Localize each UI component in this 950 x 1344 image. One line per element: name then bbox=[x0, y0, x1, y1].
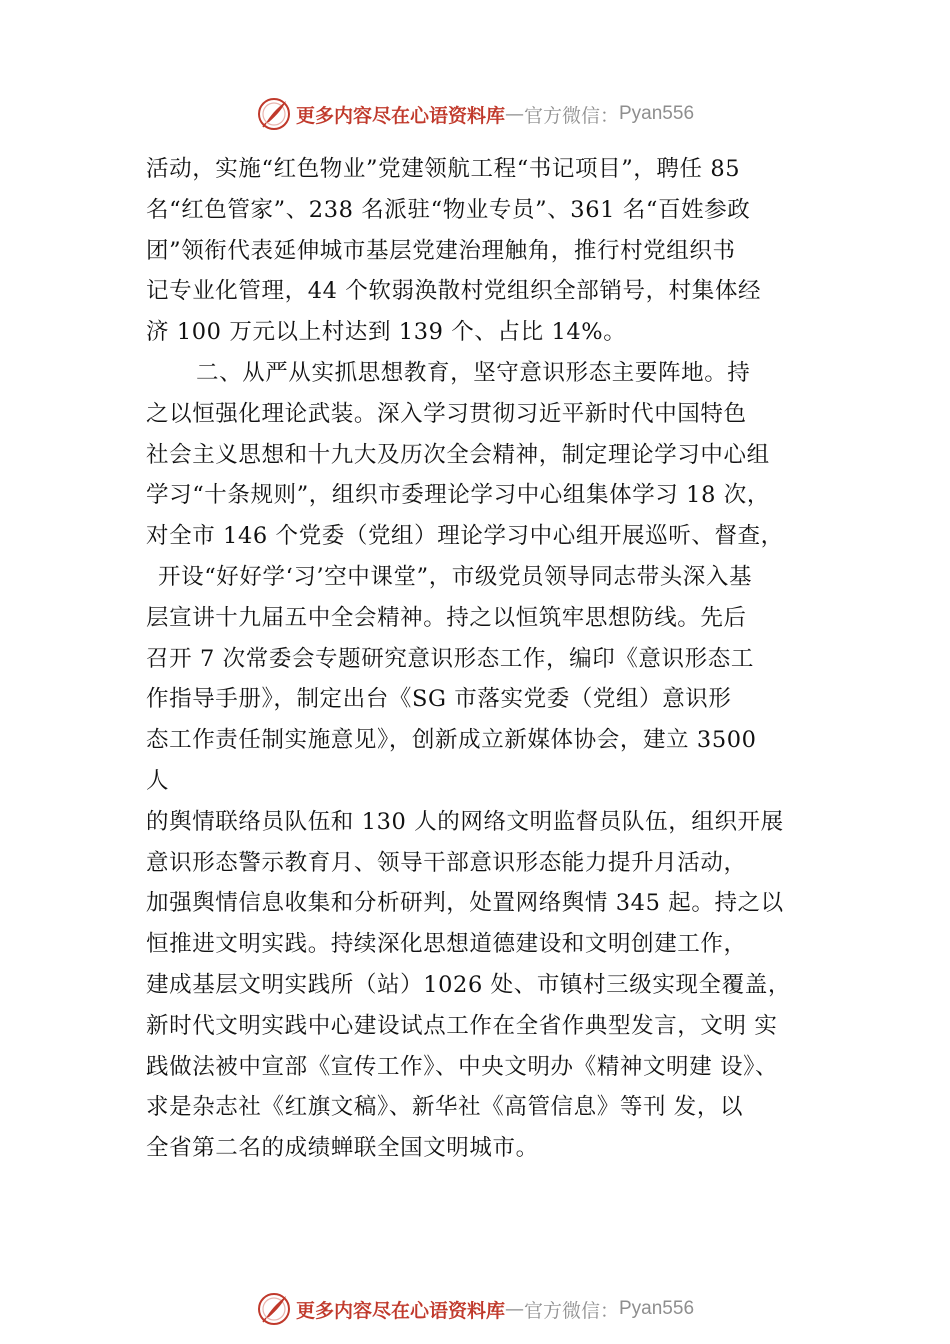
text-line: 对全市 146 个党委（党组）理论学习中心组开展巡听、督查， bbox=[146, 523, 784, 550]
text-line: 社会主义思想和十九大及历次全会精神，制定理论学习中心组 bbox=[146, 441, 770, 468]
text-line: 求是杂志社《红旗文稿》、新华社《高管信息》等刊 发，以 bbox=[146, 1094, 744, 1121]
text-line: 新时代文明实践中心建设试点工作在全省作典型发言，文明 实 bbox=[146, 1012, 778, 1039]
header-banner bbox=[0, 94, 950, 134]
text-line: 全省第二名的成绩蝉联全国文明城市。 bbox=[146, 1135, 539, 1162]
text-line: 记专业化管理，44 个软弱涣散村党组织全部销号，村集体经 bbox=[146, 278, 762, 305]
text-line: 践做法被中宣部《宣传工作》、中央文明办《精神文明建 设》、 bbox=[146, 1053, 779, 1080]
banner-library-text: 更多内容尽在心语资料库 bbox=[295, 104, 505, 127]
banner-separator: — bbox=[504, 103, 524, 125]
text-line: 济 100 万元以上村达到 139 个、占比 14%。 bbox=[146, 319, 627, 346]
text-line: 层宣讲十九届五中全会精神。持之以恒筑牢思想防线。先后 bbox=[146, 604, 747, 631]
document-body bbox=[146, 149, 846, 1169]
banner-wechat-label: 官方微信： bbox=[523, 1299, 619, 1322]
text-line: 加强舆情信息收集和分析研判，处置网络舆情 345 起。持之以 bbox=[146, 890, 784, 917]
text-line: 意识形态警示教育月、领导干部意识形态能力提升月活动， bbox=[146, 849, 747, 876]
text-line: 态工作责任制实施意见》，创新成立新媒体协会，建立 3500 bbox=[146, 727, 757, 754]
text-line: 开设“好好学‘习’空中课堂”，市级党员领导同志带头深入基 bbox=[158, 563, 753, 590]
banner-wechat-label: 官方微信： bbox=[523, 104, 619, 127]
banner-content bbox=[256, 96, 694, 132]
text-line: 恒推进文明实践。持续深化思想道德建设和文明创建工作， bbox=[146, 931, 747, 958]
section-heading-line: 二、从严从实抓思想教育，坚守意识形态主要阵地。持 bbox=[196, 359, 751, 386]
text-line: 建成基层文明实践所（站）1026 处、市镇村三级实现全覆盖， bbox=[146, 971, 791, 998]
banner-separator: — bbox=[504, 1298, 524, 1320]
text-line: 活动，实施“红色物业”党建领航工程“书记项目”，聘任 85 bbox=[146, 156, 741, 182]
banner-wechat-id: Pyan556 bbox=[619, 1298, 695, 1319]
quill-logo-icon bbox=[256, 96, 292, 132]
text-line: 团”领衔代表延伸城市基层党建治理触角，推行村党组织书 bbox=[146, 237, 736, 264]
banner-library-text: 更多内容尽在心语资料库 bbox=[295, 1299, 505, 1322]
text-line: 的舆情联络员队伍和 130 人的网络文明监督员队伍，组织开展 bbox=[146, 808, 784, 835]
footer-banner bbox=[0, 1289, 950, 1329]
banner-content bbox=[256, 1291, 694, 1327]
text-line: 学习“十条规则”，组织市委理论学习中心组集体学习 18 次， bbox=[146, 482, 770, 509]
text-line: 之以恒强化理论武装。深入学习贯彻习近平新时代中国特色 bbox=[146, 400, 747, 427]
text-line: 人 bbox=[146, 767, 170, 794]
text-line: 名“红色管家”、238 名派驻“物业专员”、361 名“百姓参政 bbox=[146, 196, 751, 223]
banner-wechat-id: Pyan556 bbox=[619, 103, 695, 124]
text-line: 作指导手册》，制定出台《SG 市落实党委（党组）意识形 bbox=[146, 686, 732, 713]
text-line: 召开 7 次常委会专题研究意识形态工作，编印《意识形态工 bbox=[146, 645, 754, 672]
quill-logo-icon bbox=[256, 1291, 292, 1327]
